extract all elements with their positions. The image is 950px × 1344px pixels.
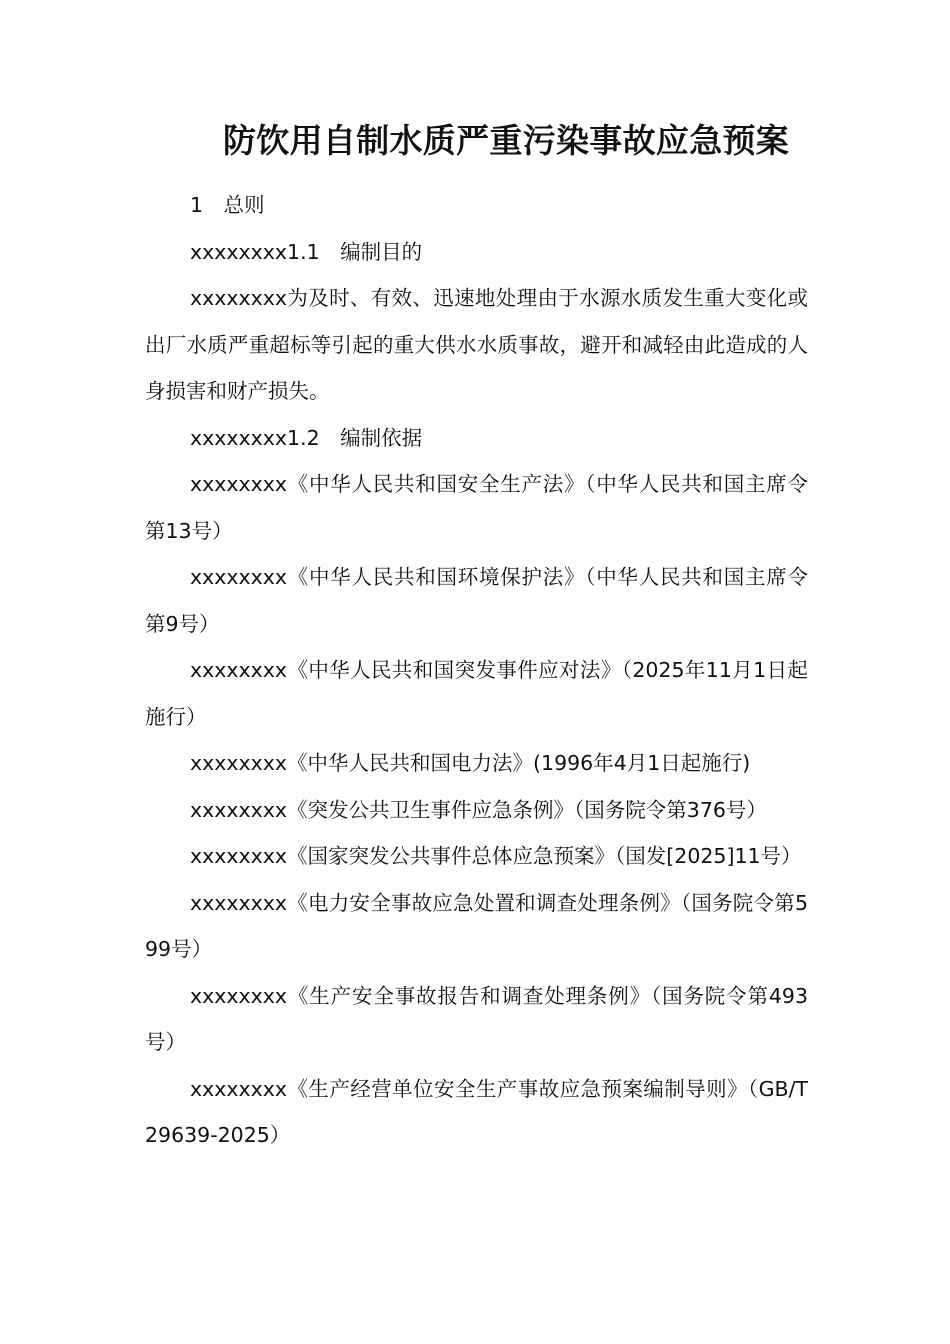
basis-item-public-health-regulation: xxxxxxxx《突发公共卫生事件应急条例》（国务院令第376号）: [190, 797, 767, 822]
basis-item-national-emergency-plan: xxxxxxxx《国家突发公共事件总体应急预案》（国发[2025]11号）: [190, 844, 802, 868]
document-title: 防饮用自制水质严重污染事故应急预案: [223, 121, 790, 160]
section-heading-general: 1 总则: [190, 193, 265, 217]
basis-item-environmental-law: xxxxxxxx《中华人民共和国环境保护法》（中华人民共和国主席令第9号）: [145, 565, 808, 636]
basis-item-electric-power-law: xxxxxxxx《中华人民共和国电力法》(1996年4月1日起施行): [190, 751, 751, 775]
basis-item-accident-report-regulation: xxxxxxxx《生产安全事故报告和调查处理条例》（国务院令第493号）: [145, 983, 808, 1054]
subsection-heading-purpose: xxxxxxxx1.1 编制目的: [190, 239, 423, 264]
basis-item-plan-compilation-guideline: xxxxxxxx《生产经营单位安全生产事故应急预案编制导则》（GB/T29639-2025）: [145, 1076, 808, 1147]
purpose-paragraph: xxxxxxxx为及时、有效、迅速地处理由于水源水质发生重大变化或出厂水质严重超标等引起的重大供水水质事故，避开和减轻由此造成的人身损害和财产损失。: [145, 286, 808, 403]
subsection-heading-basis: xxxxxxxx1.2 编制依据: [190, 425, 423, 450]
basis-item-emergency-response-law: xxxxxxxx《中华人民共和国突发事件应对法》（2025年11月1日起施行）: [145, 658, 808, 729]
document-body: [145, 182, 808, 1159]
basis-item-work-safety-law: xxxxxxxx《中华人民共和国安全生产法》（中华人民共和国主席令第13号）: [145, 472, 808, 543]
basis-item-power-accident-regulation: xxxxxxxx《电力安全事故应急处置和调查处理条例》（国务院令第599号）: [145, 890, 808, 961]
